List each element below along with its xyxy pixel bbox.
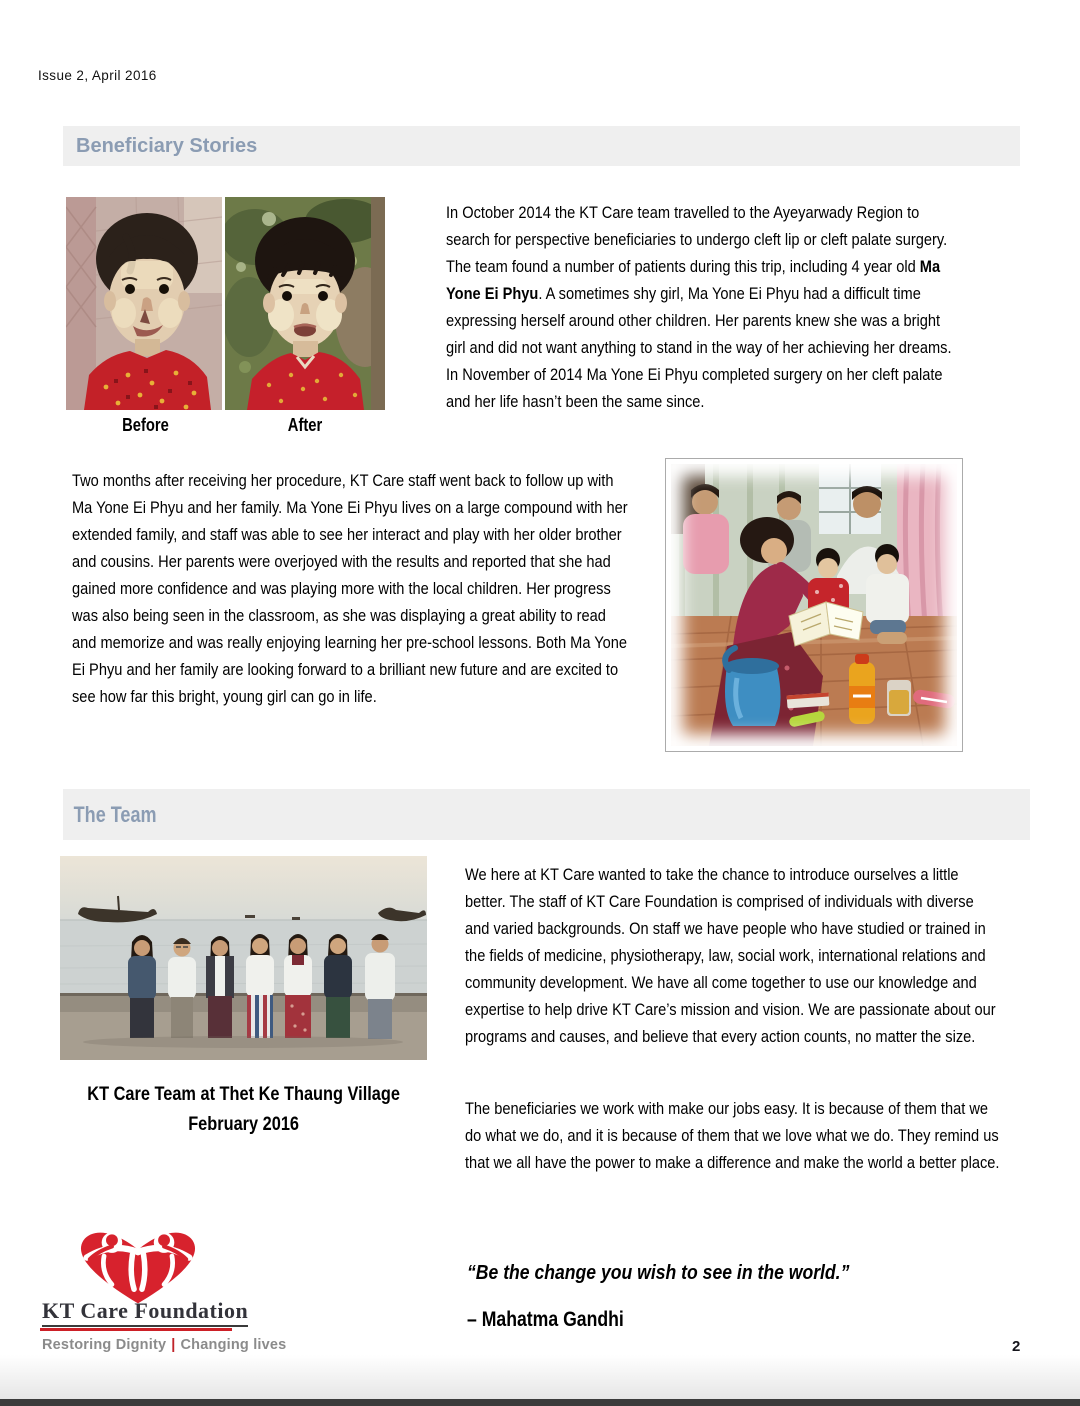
bottom-bar xyxy=(0,1399,1080,1406)
classroom-photo xyxy=(665,458,963,752)
team-photo-caption xyxy=(60,1080,427,1140)
classroom-photo-fade-border xyxy=(671,464,957,746)
bottom-fade xyxy=(0,1355,1080,1399)
page-number: 2 xyxy=(1012,1338,1021,1355)
story-paragraph-1-text: In October 2014 the KT Care team travelled to the Ayeyarwady Region to search for perspective beneficiaries to undergo cleft lip or cleft palate surgery. The team found a number of patients during this trip, including 4 year old xyxy=(446,203,948,276)
gandhi-quote: “Be the change you wish to see in the world.” xyxy=(467,1262,850,1284)
team-photo-illustration xyxy=(60,856,427,1060)
section-title-beneficiary: Beneficiary Stories xyxy=(76,135,258,157)
logo-tagline xyxy=(42,1337,286,1353)
after-label: After xyxy=(288,415,323,435)
section-banner-team xyxy=(63,789,1030,840)
section-title-team: The Team xyxy=(73,802,157,827)
section-banner-beneficiary xyxy=(63,126,1020,166)
story-paragraph-1 xyxy=(446,199,962,415)
logo-red-underline xyxy=(40,1328,232,1331)
after-photo xyxy=(225,197,385,410)
heart-figures-icon xyxy=(63,1226,213,1305)
photo-labels xyxy=(66,415,385,436)
story-paragraph-1-continued: . A sometimes shy girl, Ma Yone Ei Phyu had a difficult time expressing herself around other children. Her parents knew she was a bright girl and did not want anything to stand in the way of her achieving her dreams. In November of 2014 Ma Yone Ei Phyu completed surgery on her cleft palate and her life hasn’t been the same since. xyxy=(446,284,952,411)
logo-wordmark: KT Care Foundation xyxy=(42,1298,248,1327)
team-photo-caption-line1: KT Care Team at Thet Ke Thaung Village xyxy=(87,1084,400,1105)
tagline-divider: | xyxy=(171,1337,176,1353)
before-label: Before xyxy=(122,415,170,435)
beneficiary-name: Ma Yone Ei Phyu xyxy=(446,257,941,303)
team-photo xyxy=(60,856,427,1060)
team-photo-caption-line2: February 2016 xyxy=(188,1114,300,1135)
quote-attribution: – Mahatma Gandhi xyxy=(467,1308,624,1331)
issue-line: Issue 2, April 2016 xyxy=(38,68,157,83)
tagline-right: Changing lives xyxy=(180,1337,287,1353)
tagline-left: Restoring Dignity xyxy=(42,1337,167,1353)
before-label-cell xyxy=(66,415,226,436)
after-label-cell xyxy=(226,415,386,436)
team-paragraph-2: The beneficiaries we work with make our jobs easy. It is because of them that we do what we do, and it is because of them that we love what we do. They remind us that we all have the power to make a difference and make the world a better place. xyxy=(465,1099,1000,1172)
team-paragraph-1: We here at KT Care wanted to take the chance to introduce ourselves a little better. The staff of KT Care Foundation is comprised of individuals with diverse and varied backgrounds. On staff we have people who have studied or trained in the fields of medicine, physiotherapy, law, social work, international relations and community development. We have all come together to use our knowledge and expertise to help drive KT Care’s mission and vision. We are passionate about our programs and causes, and believe that every action counts, no matter the size. xyxy=(465,865,996,1046)
before-photo-illustration xyxy=(66,197,222,410)
after-photo-illustration xyxy=(225,197,385,410)
story-paragraph-2: Two months after receiving her procedure, KT Care staff went back to follow up with Ma Yone Ei Phyu and her family. Ma Yone Ei Phyu lives on a large compound with her extended family, and staff was able to see her interact and play with her older brother and cousins. Her parents were overjoyed with the results and reported that she had gained more confidence and was playing more with the local children. Her progress was also being seen in the classroom, as she was displaying a great ability to read and memorize and was really enjoying learning her pre-school lessons. Both Ma Yone Ei Phyu and her family are looking forward to a brilliant new future and are excited to see how far this bright, young girl can go in life. xyxy=(72,471,628,706)
before-photo xyxy=(66,197,222,410)
